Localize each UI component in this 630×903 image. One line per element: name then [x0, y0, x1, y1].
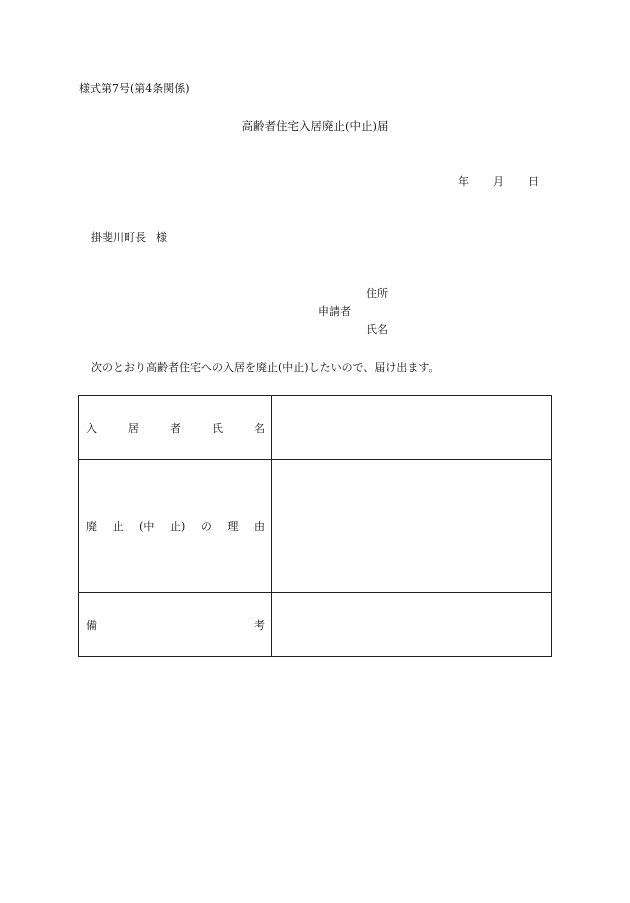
form-number: 様式第7号(第4条関係)	[79, 82, 190, 95]
reason-label-cell	[79, 460, 272, 593]
remarks-value-cell[interactable]	[272, 593, 552, 657]
label-char: 者	[170, 421, 181, 435]
label-char: 由	[253, 520, 265, 533]
label-char: 止	[112, 520, 124, 533]
label-char: 廃	[86, 520, 97, 533]
remarks-label-cell	[79, 593, 272, 657]
reason-label	[79, 518, 271, 534]
reason-value-cell[interactable]	[272, 460, 552, 593]
statement-text: 次のとおり高齢者住宅への入居を廃止(中止)したいので、届け出ます。	[91, 361, 440, 374]
date-day-label: 日	[528, 175, 539, 188]
table-row-remarks	[79, 593, 552, 657]
date-field	[458, 176, 539, 187]
label-char: (中	[139, 520, 155, 533]
addressee	[91, 232, 167, 243]
notification-form-table	[78, 395, 552, 657]
label-char: 備	[86, 618, 97, 632]
applicant-label: 申請者	[318, 305, 351, 318]
label-char: 考	[254, 618, 265, 632]
label-char: の	[200, 520, 212, 533]
date-month-label: 月	[493, 175, 504, 188]
label-char: 名	[254, 421, 265, 435]
date-year-label: 年	[458, 175, 469, 188]
resident-name-label-cell	[79, 396, 272, 460]
addressee-name: 掛斐川町長	[91, 231, 146, 244]
label-char: 理	[227, 520, 239, 533]
label-char: 氏	[212, 421, 223, 435]
table-row-reason	[79, 460, 552, 593]
label-char: 止)	[169, 520, 186, 533]
label-char: 居	[128, 421, 139, 435]
addressee-honorific: 様	[156, 231, 167, 244]
resident-name-label	[79, 420, 271, 436]
label-char: 入	[86, 421, 97, 435]
table-row-resident-name	[79, 396, 552, 460]
applicant-address-label: 住所	[366, 287, 388, 300]
applicant-name-label: 氏名	[366, 323, 388, 336]
document-title: 高齢者住宅入居廃止(中止)届	[241, 119, 389, 133]
remarks-label	[79, 617, 271, 633]
resident-name-value-cell[interactable]	[272, 396, 552, 460]
